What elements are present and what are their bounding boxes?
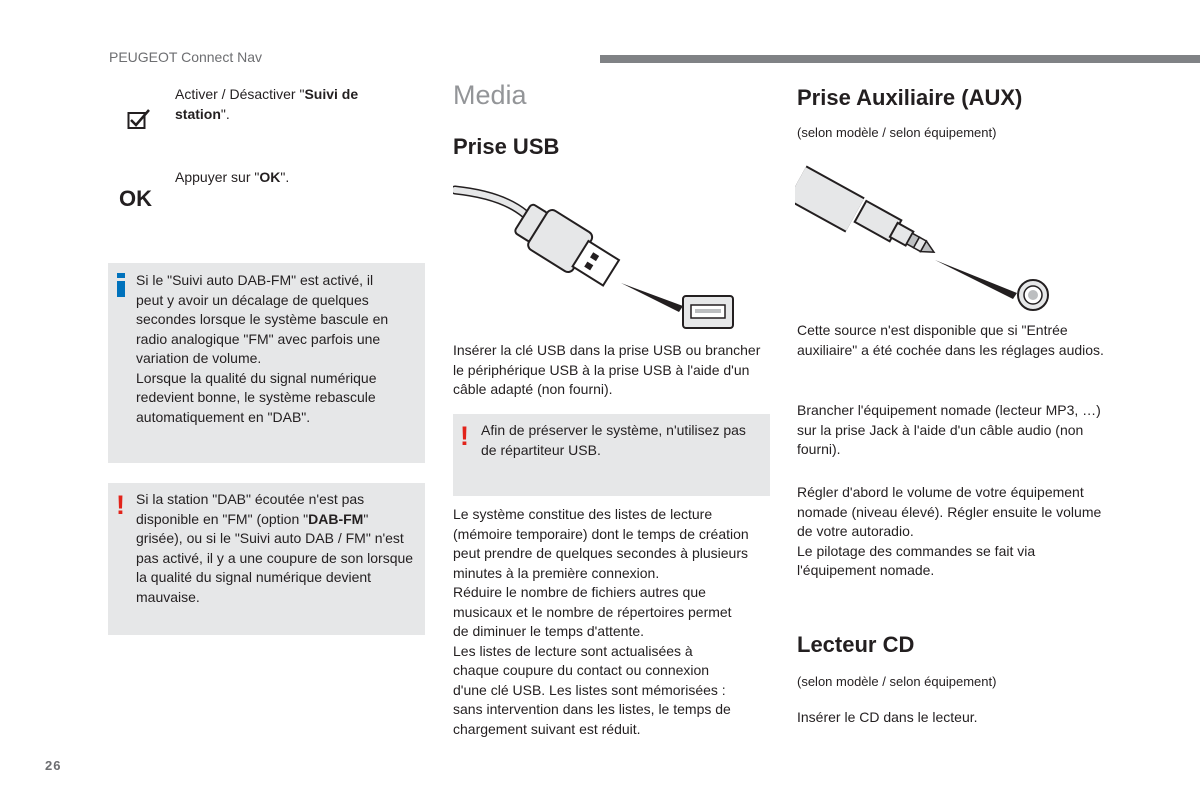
step-press-ok: Appuyer sur "OK".: [175, 169, 290, 185]
aux-connect-instructions: Brancher l'équipement nomade (lecteur MP3, …) sur la prise Jack à l'aide d'un câble audio (non fourni).: [797, 402, 1101, 457]
heading-aux: Prise Auxiliaire (AUX): [797, 85, 1023, 110]
usb-plug-illustration: [453, 184, 743, 334]
jack-plug-illustration: [795, 165, 1055, 315]
ok-icon: OK: [119, 186, 152, 211]
cd-availability: (selon modèle / selon équipement): [797, 674, 997, 689]
running-header: PEUGEOT Connect Nav: [109, 49, 263, 65]
warning-exclamation-icon: !: [116, 490, 125, 520]
aux-availability-note: Cette source n'est disponible que si "Entrée auxiliaire" a été cochée dans les réglages audios.: [797, 322, 1104, 358]
usb-playlists-text: Le système constitue des listes de lecture (mémoire temporaire) dont le temps de création peut prendre de quelques secondes à plusieurs minutes à la première connexion. Réduire le nombre de fichiers autres que musicaux et le nombre de répertoires permet de diminuer le temps d'attente. Les listes de lecture sont actualisées à chaque coupure du contact ou connexion d'une clé USB. Les listes sont mémorisées : sans intervention dans les listes, le temps de chargement suivant est réduit.: [453, 506, 749, 737]
warning-note-text: Si la station "DAB" écoutée n'est pas disponible en "FM" (option "DAB-FM" grisée), ou si le "Suivi auto DAB / FM" n'est pas activé, il y a une coupure de son lorsque la qualité du signal numérique devient mauvaise.: [136, 491, 414, 605]
header-bar: [600, 55, 1200, 63]
aux-availability: (selon modèle / selon équipement): [797, 125, 997, 140]
info-note-text: Si le "Suivi auto DAB-FM" est activé, il peut y avoir un décalage de quelques secondes lorsque le système bascule en radio analogique "FM" avec parfois une variation de volume. Lorsque la qualité du signal numérique redevient bonne, le système rebascule automatiquement en "DAB".: [136, 272, 389, 425]
cd-insert-instructions: Insérer le CD dans le lecteur.: [797, 709, 978, 725]
info-icon: [116, 273, 126, 297]
step-toggle-station-follow: Activer / Désactiver "Suivi de station".: [175, 86, 359, 122]
checkbox-check-icon: [127, 108, 151, 130]
aux-volume-instructions: Régler d'abord le volume de votre équipement nomade (niveau élevé). Régler ensuite le volume de votre autoradio. Le pilotage des commandes se fait via l'équipement nomade.: [797, 484, 1102, 578]
heading-cd: Lecteur CD: [797, 632, 915, 657]
section-title-media: Media: [453, 80, 527, 110]
page-number: 26: [45, 758, 62, 773]
heading-usb: Prise USB: [453, 134, 560, 159]
warning-exclamation-icon: !: [460, 421, 469, 451]
usb-warning-text: Afin de préserver le système, n'utilisez pas de répartiteur USB.: [481, 422, 746, 458]
usb-insert-instructions: Insérer la clé USB dans la prise USB ou brancher le périphérique USB à la prise USB à l'aide d'un câble adapté (non fourni).: [453, 342, 761, 397]
